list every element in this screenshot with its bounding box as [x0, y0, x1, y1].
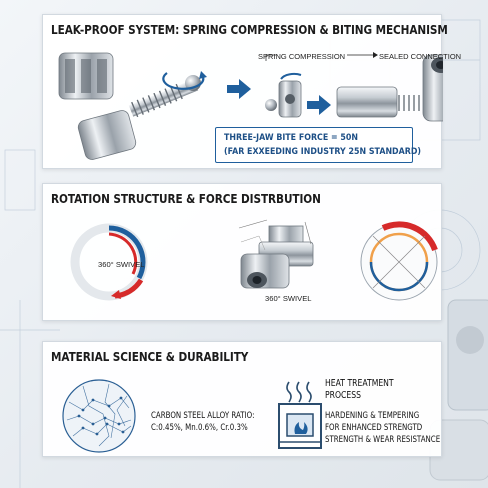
ball-socket-part: [265, 74, 301, 117]
heat-desc-line-3: STRENGTH & WEAR RESISTANCE: [325, 435, 441, 445]
coupler-part-top: [59, 53, 113, 99]
leak-proof-title: LEAK-PROOF SYSTEM: SPRING COMPRESSION & BITING MECHANISM: [51, 22, 448, 37]
rotation-title: ROTATION STRUCTURE & FORCE DISTRBUTION: [51, 191, 321, 206]
alloy-ratio-heading: CARBON STEEL ALLOY RATIO:: [151, 411, 255, 421]
bite-force-callout: [215, 127, 421, 163]
swivel-fitting: [239, 220, 313, 288]
swivel-label-center: 360° SWIVEL: [265, 294, 312, 303]
bite-force-line: THREE-JAW BITE FORCE = 50N: [224, 132, 358, 143]
alloy-ratio-values: C:0.45%, Mn.0.6%, Cr.0.3%: [151, 423, 248, 433]
arrow-icon: [227, 79, 251, 99]
material-panel: [42, 341, 442, 457]
arrow-icon: [307, 95, 331, 115]
heat-desc-line-1: HARDENING & TEMPERING: [325, 411, 420, 421]
heat-treatment-title: [325, 378, 394, 402]
swivel-label-left: 360° SWIVEL: [98, 260, 145, 269]
heat-treatment-description: [325, 410, 440, 446]
heat-treatment-line-2: PROCESS: [325, 390, 362, 401]
material-title: MATERIAL SCIENCE & DURABILITY: [51, 349, 249, 364]
sealed-connection-assembly: [337, 55, 443, 121]
furnace-icon: [279, 382, 321, 448]
bite-force-standard-line: (FAR EXXEEDING INDUSTRY 25N STANDARD): [224, 146, 421, 157]
microstructure-icon: [63, 380, 135, 452]
spring-compression-label: SPRING COMPRESSION: [258, 52, 346, 61]
heat-treatment-line-1: HEAT TREATMENT: [325, 378, 394, 389]
alloy-ratio-text: [151, 410, 254, 434]
leak-proof-panel: [42, 14, 462, 169]
rotation-illustration: [43, 184, 443, 322]
rotation-panel: [42, 183, 442, 321]
sealed-connection-label: SEALED CONNECTION: [379, 52, 462, 61]
heat-desc-line-2: FOR ENHANCED STRENGTD: [325, 423, 423, 433]
force-distribution-diagram: [361, 224, 437, 300]
